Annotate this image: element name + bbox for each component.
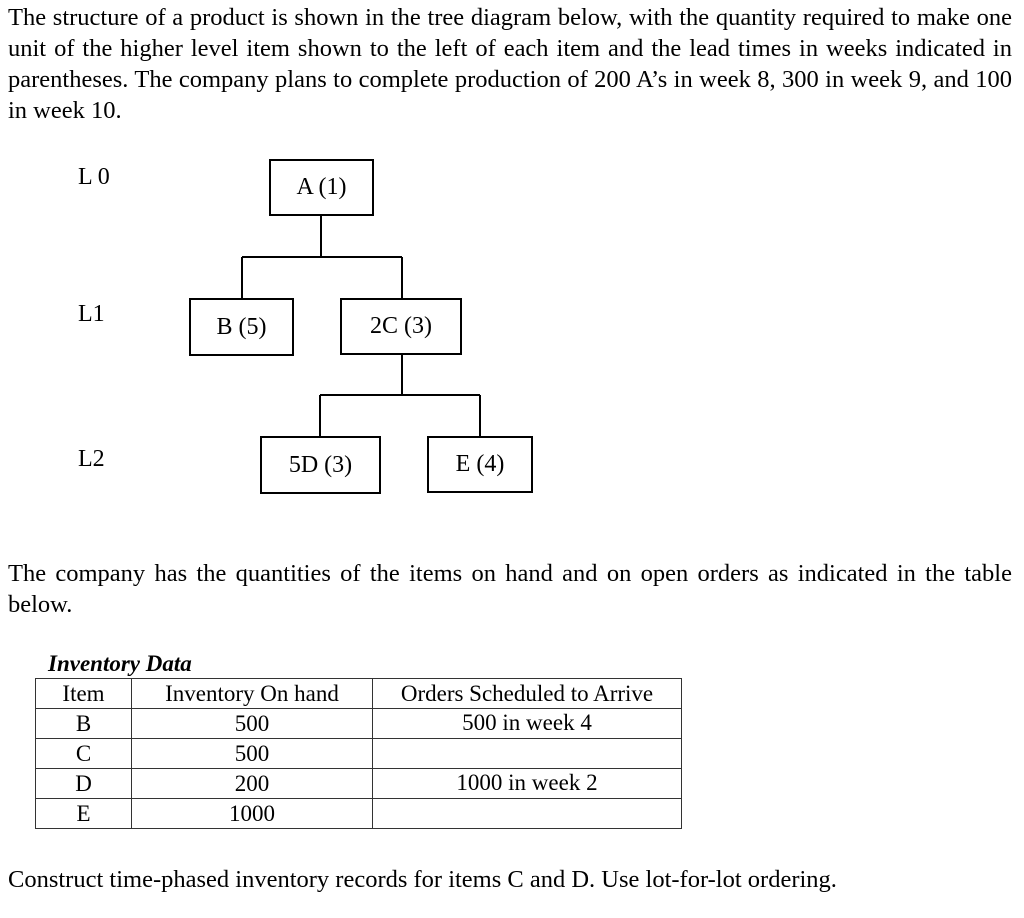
table-row bbox=[36, 739, 682, 769]
tree-node-b: B (5) bbox=[189, 298, 294, 356]
cell-orders bbox=[373, 799, 682, 829]
table-row bbox=[36, 709, 682, 739]
cell-orders bbox=[373, 739, 682, 769]
tree-node-c: 2C (3) bbox=[340, 298, 462, 355]
tree-node-a: A (1) bbox=[269, 159, 374, 216]
problem-intro-text: The structure of a product is shown in the tree diagram below, with the quantity required to make one unit of the higher level item shown to the left of each item and the lead times in weeks indicated in parentheses. The company plans to complete production of 200 A’s in week 8, 300 in week 9, and 100 in week 10. bbox=[8, 4, 1012, 124]
cell-on-hand: 1000 bbox=[132, 799, 373, 829]
cell-item: D bbox=[36, 769, 132, 799]
cell-item: B bbox=[36, 709, 132, 739]
level-label-l0: L 0 bbox=[78, 164, 110, 190]
level-label-l2: L2 bbox=[78, 446, 105, 472]
inventory-table bbox=[35, 678, 682, 829]
table-row bbox=[36, 799, 682, 829]
cell-on-hand: 500 bbox=[132, 739, 373, 769]
cell-item: C bbox=[36, 739, 132, 769]
cell-on-hand: 200 bbox=[132, 769, 373, 799]
cell-item: E bbox=[36, 799, 132, 829]
column-header-on-hand: Inventory On hand bbox=[132, 679, 373, 709]
inventory-table-caption: Inventory Data bbox=[48, 651, 192, 676]
tree-node-e: E (4) bbox=[427, 436, 533, 493]
inventory-intro-text: The company has the quantities of the items on hand and on open orders as indicated in the table below. bbox=[8, 560, 1012, 618]
level-label-l1: L1 bbox=[78, 301, 105, 327]
cell-orders: 1000 in week 2 bbox=[373, 769, 682, 799]
column-header-orders: Orders Scheduled to Arrive bbox=[373, 679, 682, 709]
table-header-row bbox=[36, 679, 682, 709]
cell-orders: 500 in week 4 bbox=[373, 709, 682, 739]
tree-node-d: 5D (3) bbox=[260, 436, 381, 494]
cell-on-hand: 500 bbox=[132, 709, 373, 739]
column-header-item: Item bbox=[36, 679, 132, 709]
table-row bbox=[36, 769, 682, 799]
task-instruction-text: Construct time-phased inventory records for items C and D. Use lot-for-lot ordering. bbox=[8, 866, 837, 893]
